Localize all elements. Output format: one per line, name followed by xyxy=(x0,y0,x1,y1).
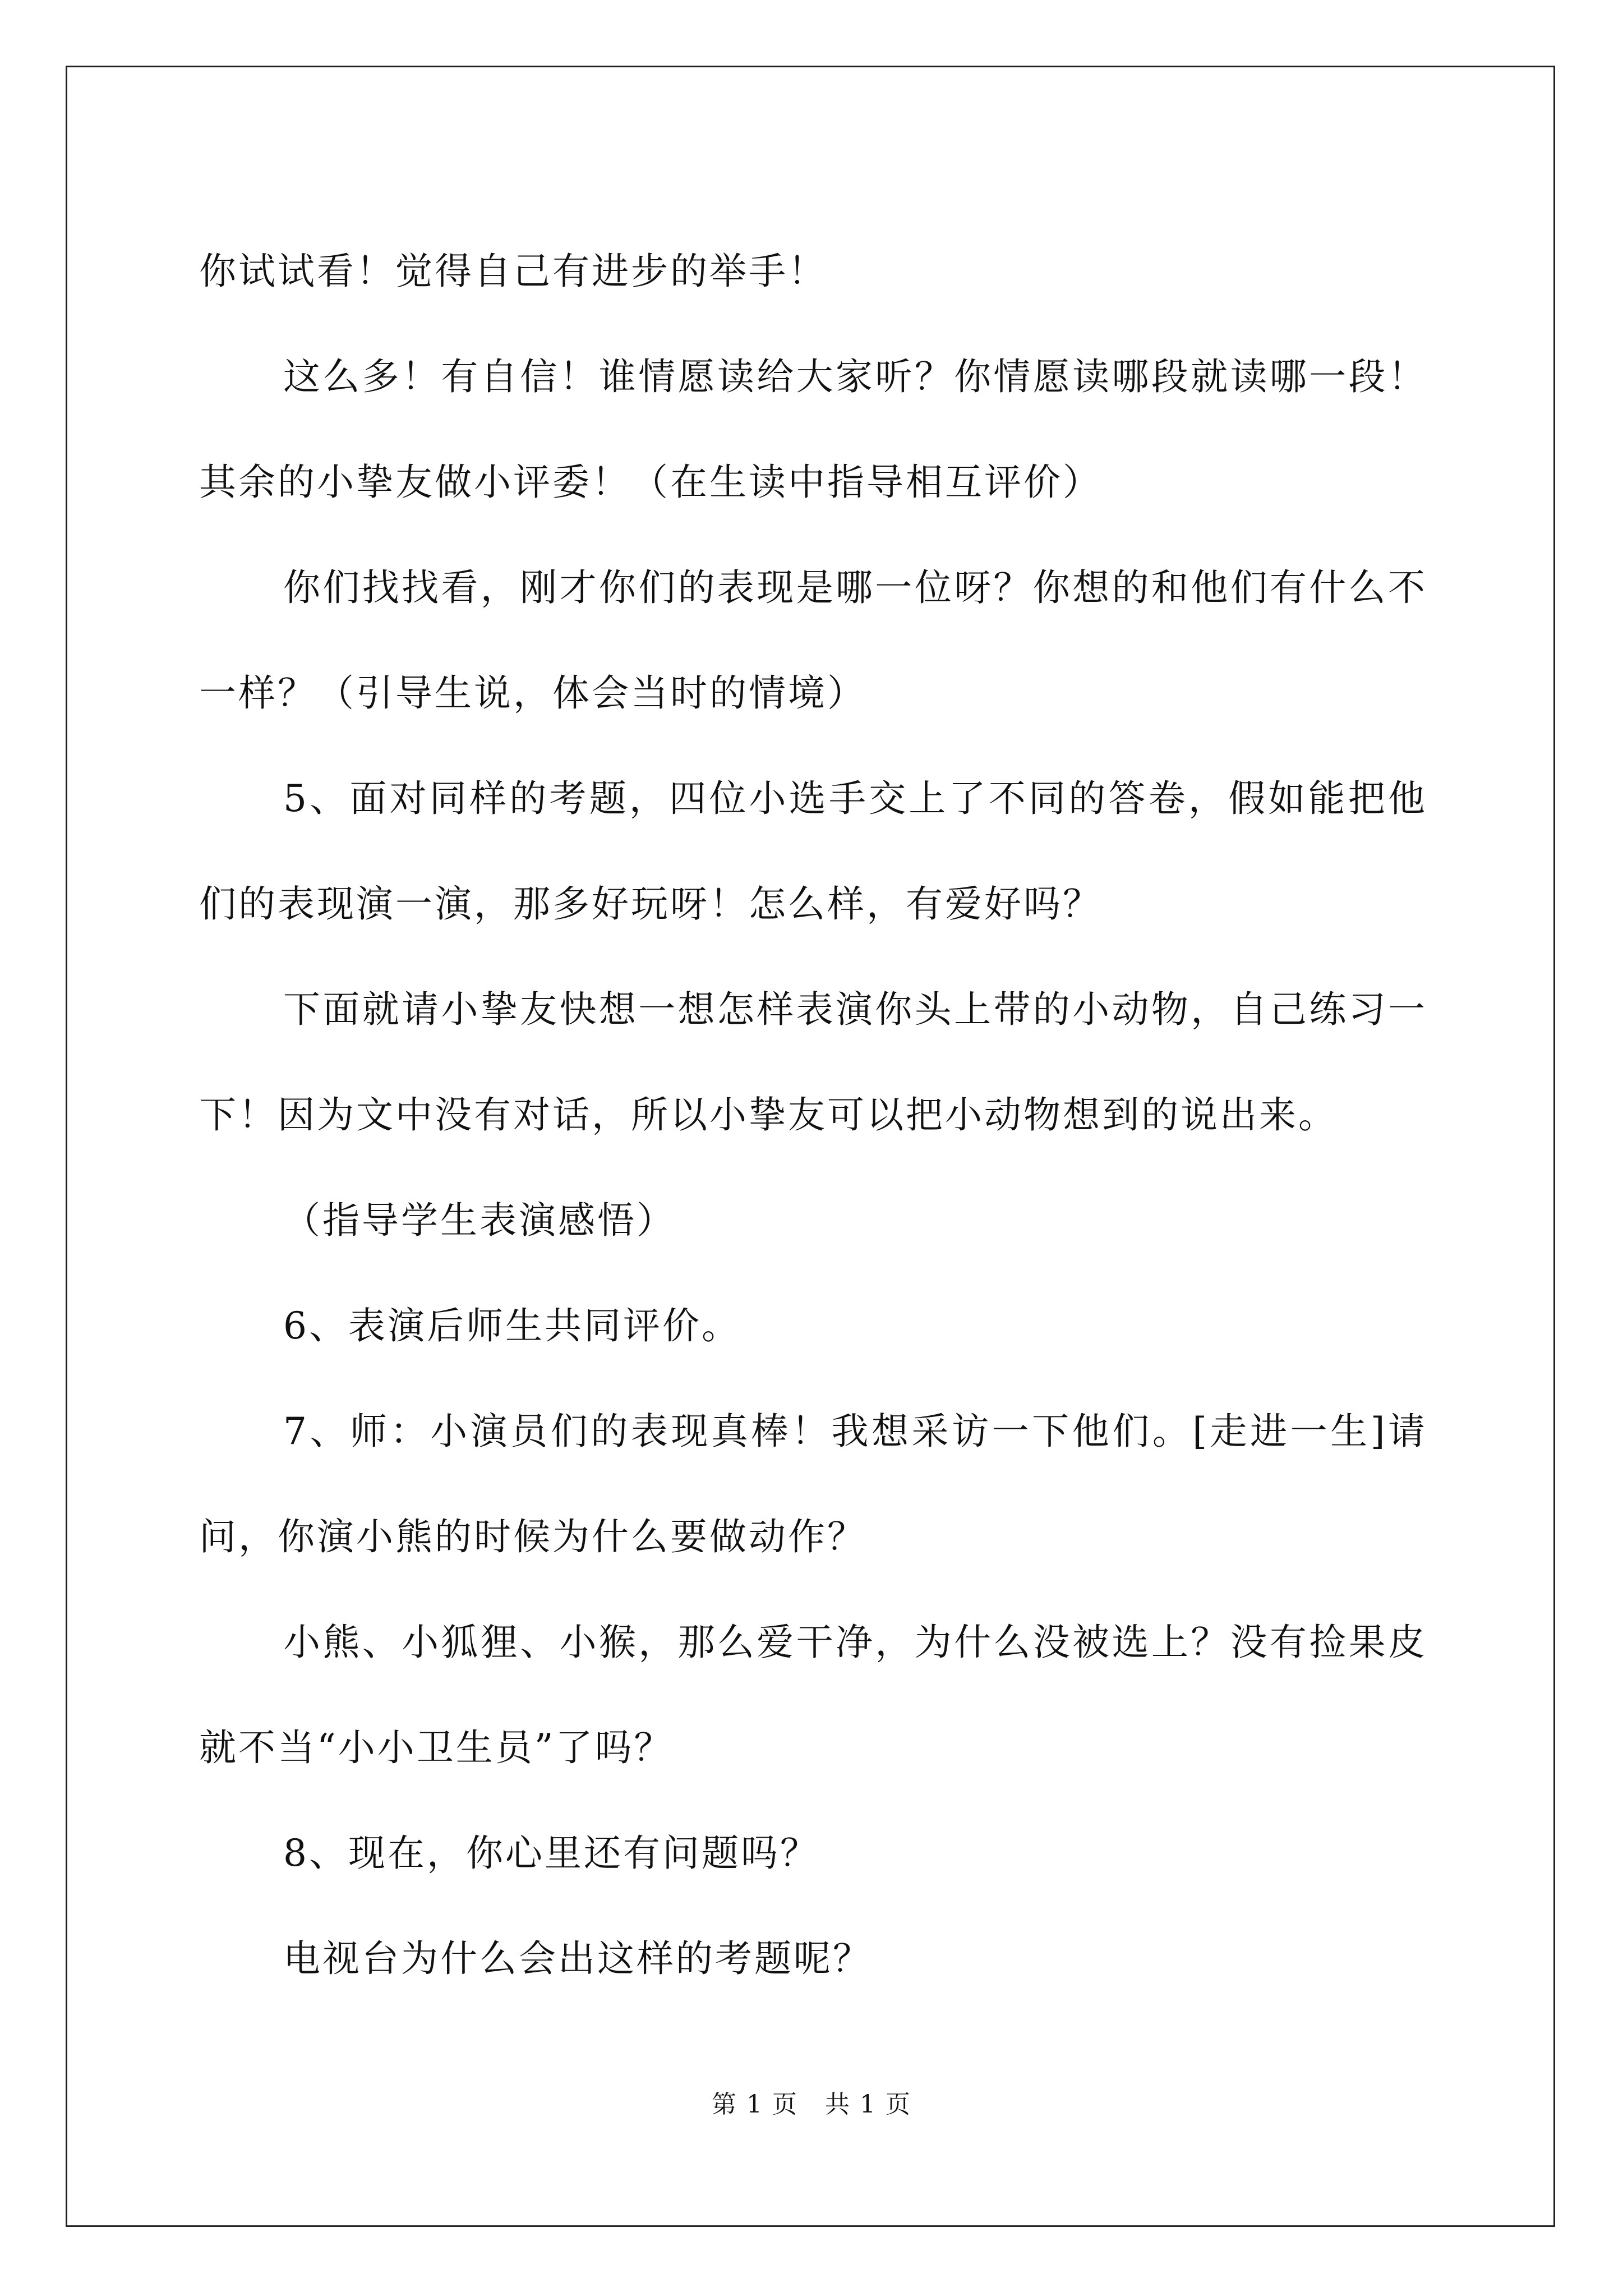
page-footer xyxy=(0,2088,1623,2122)
paragraph: （指导学生表演感悟） xyxy=(283,1199,676,1242)
paragraph: 你试试看！觉得自己有进步的举手！ xyxy=(199,250,827,293)
paragraph: 你们找找看，刚才你们的表现是哪一位呀？你想的和他们有什么不一样？（引导生说，体会当时的情境） xyxy=(199,566,1427,715)
paragraph: 6、表演后师生共同评价。 xyxy=(283,1304,741,1347)
paragraph: 8、现在，你心里还有问题吗？ xyxy=(283,1832,819,1875)
paragraph: 小熊、小狐狸、小猴，那么爱干净，为什么没被选上？没有捡果皮就不当“小小卫生员”了吗？ xyxy=(199,1621,1427,1769)
page-number: 第 1 页 xyxy=(712,2090,798,2119)
paragraph: 下面就请小挚友快想一想怎样表演你头上带的小动物，自己练习一下！因为文中没有对话，所以小挚友可以把小动物想到的说出来。 xyxy=(199,988,1427,1137)
paragraph: 7、师：小演员们的表现真棒！我想采访一下他们。[走进一生]请问，你演小熊的时候为什么要做动作？ xyxy=(199,1410,1427,1558)
paragraph: 电视台为什么会出这样的考题呢？ xyxy=(283,1937,872,1980)
document-body xyxy=(199,219,1427,2012)
paragraph: 5、面对同样的考题，四位小选手交上了不同的答卷，假如能把他们的表现演一演，那多好玩呀！怎么样，有爱好吗？ xyxy=(199,777,1427,926)
paragraph: 这么多！有自信！谁情愿读给大家听？你情愿读哪段就读哪一段！其余的小挚友做小评委！（在生读中指导相互评价） xyxy=(199,355,1427,504)
page-total: 共 1 页 xyxy=(825,2090,911,2119)
